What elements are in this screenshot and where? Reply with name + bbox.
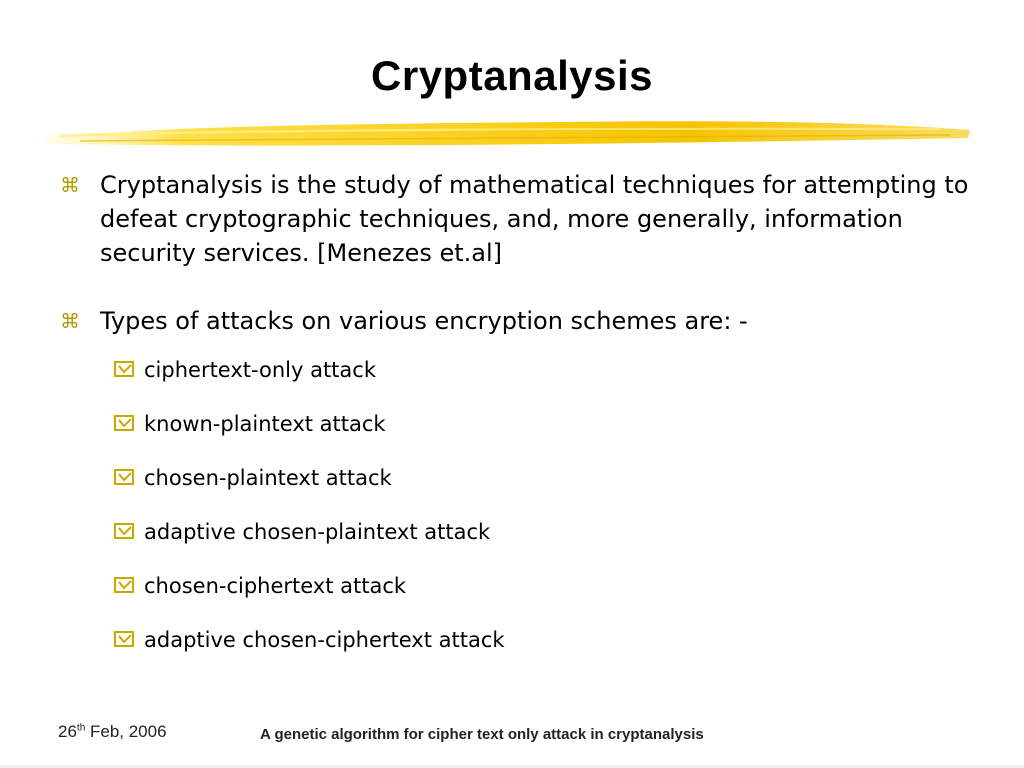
footer-date-suffix: th xyxy=(76,722,86,734)
footer-presentation-title: A genetic algorithm for cipher text only attack in cryptanalysis xyxy=(260,726,704,743)
sub-bullet-attack xyxy=(112,518,980,546)
bullet-list xyxy=(60,168,980,680)
checkbox-check-icon xyxy=(114,415,134,431)
bullet-attack-types xyxy=(60,304,980,338)
bullet-attack-types-text: Types of attacks on various encryption schemes are: - xyxy=(100,307,748,335)
sub-bullet-attack xyxy=(112,626,980,654)
checkbox-check-icon xyxy=(114,631,134,647)
sub-bullet-text: adaptive chosen-ciphertext attack xyxy=(144,628,505,652)
checkbox-check-icon xyxy=(114,523,134,539)
footer-date-rest: Feb, 2006 xyxy=(85,722,167,741)
bullet-definition-text: Cryptanalysis is the study of mathematical techniques for attempting to defeat cryptographic techniques, and, more generally, information security services. [Menezes et.al] xyxy=(100,171,969,267)
sub-bullet-attack xyxy=(112,572,980,600)
checkbox-check-icon xyxy=(114,577,134,593)
place-of-interest-sign-icon: ⌘ xyxy=(60,309,80,333)
sub-bullet-attack xyxy=(112,464,980,492)
sub-bullet-attack xyxy=(112,410,980,438)
bullet-definition xyxy=(60,168,980,270)
sub-bullet-attack xyxy=(112,356,980,384)
sub-bullet-text: ciphertext-only attack xyxy=(144,358,376,382)
checkbox-check-icon xyxy=(114,469,134,485)
place-of-interest-sign-icon: ⌘ xyxy=(60,173,80,197)
footer-date xyxy=(58,722,167,742)
sub-bullet-text: adaptive chosen-plaintext attack xyxy=(144,520,491,544)
sub-bullet-text: chosen-plaintext attack xyxy=(144,466,392,490)
footer-date-day: 26 xyxy=(58,722,77,741)
brush-stroke-divider xyxy=(40,116,972,156)
slide-title: Cryptanalysis xyxy=(371,52,653,99)
sub-bullet-text: known-plaintext attack xyxy=(144,412,386,436)
sub-bullet-text: chosen-ciphertext attack xyxy=(144,574,407,598)
checkbox-check-icon xyxy=(114,361,134,377)
